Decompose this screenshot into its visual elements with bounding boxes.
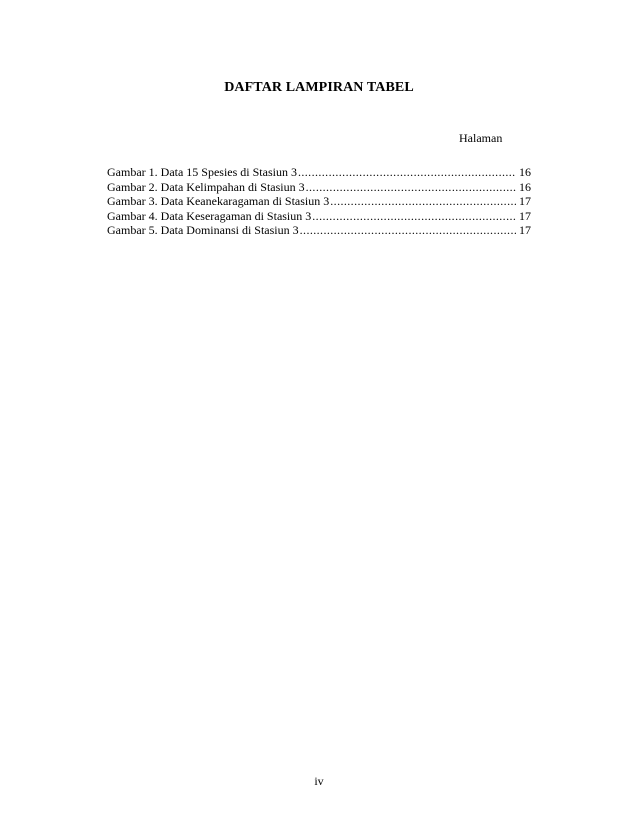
page-column-label: Halaman [459,131,503,145]
toc-entry-page: 16 [519,179,531,194]
toc-entry-label: Gambar 4. Data Keseragaman di Stasiun 3 [107,208,312,223]
toc-entry [107,194,531,209]
page-number: iv [314,774,324,788]
toc-entry-label: Gambar 3. Data Keanekaragaman di Stasiun 3 [107,194,330,208]
toc-entry-page: 17 [519,208,531,223]
toc-entry [107,209,531,224]
toc-entry-label: Gambar 2. Data Kelimpahan di Stasiun 3 [107,179,305,194]
toc-entry [107,180,531,195]
toc-entry-label: Gambar 5. Data Dominansi di Stasiun 3 [107,223,299,237]
toc-entry-page: 16 [519,165,531,179]
toc-entry-label: Gambar 1. Data 15 Spesies di Stasiun 3 [107,165,297,179]
toc-leader-dots [298,165,516,180]
toc-leader-dots [306,180,516,195]
toc-entry-page: 17 [519,194,531,208]
toc-leader-dots [312,209,516,224]
page-title: DAFTAR LAMPIRAN TABEL [224,80,414,95]
toc-entry [107,223,531,238]
toc-leader-dots [300,223,516,238]
toc-entry [107,165,531,180]
toc-list [107,165,531,238]
toc-leader-dots [330,194,516,209]
toc-entry-page: 17 [519,223,531,237]
